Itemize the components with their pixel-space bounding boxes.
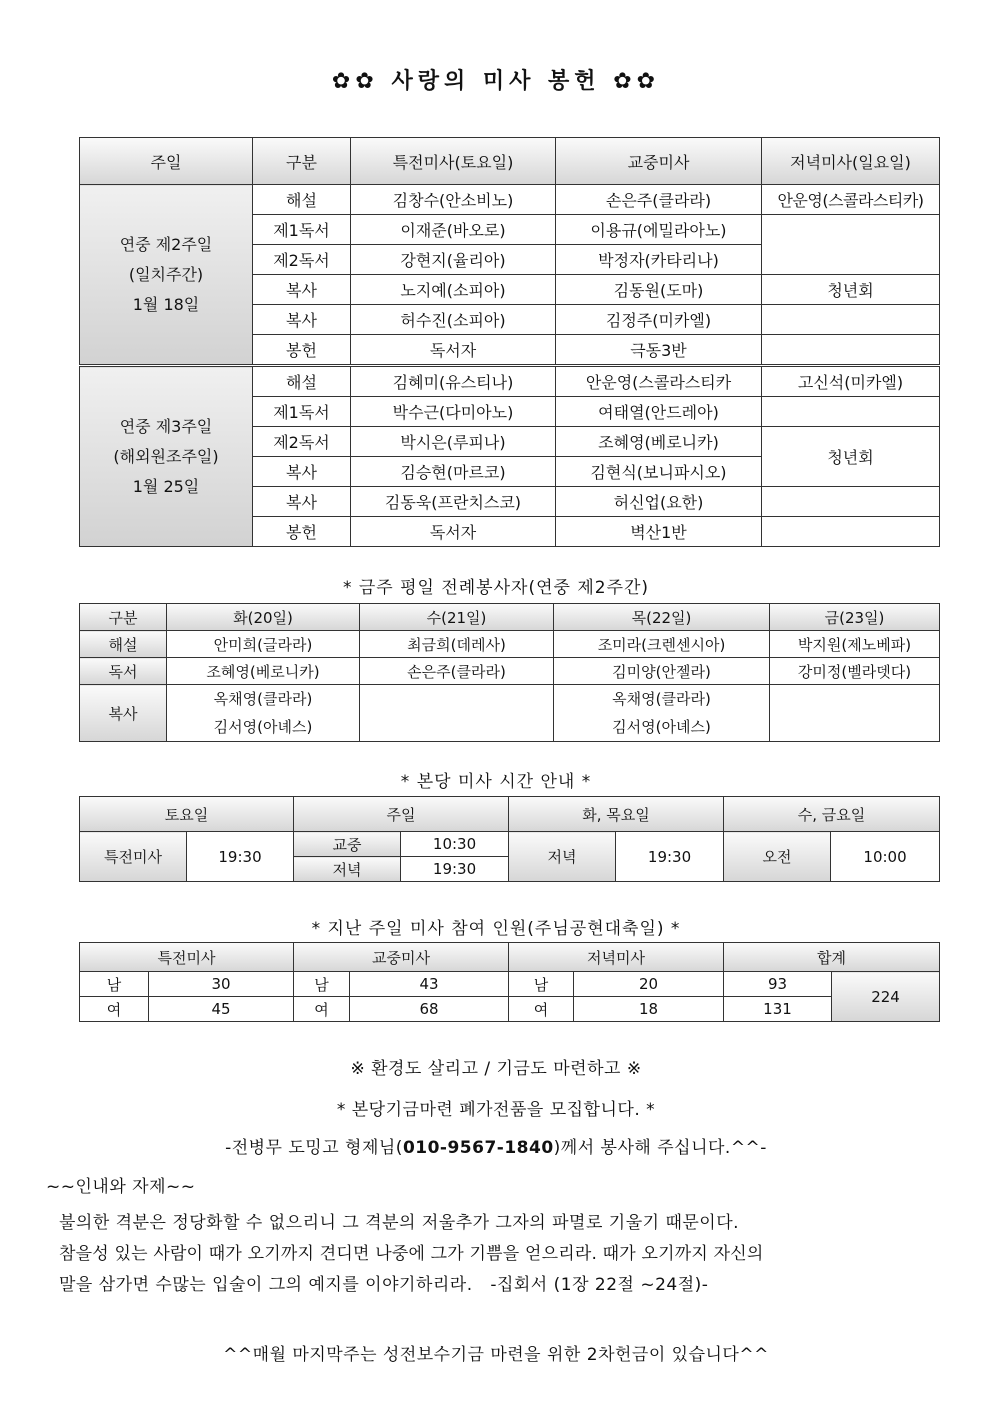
cell: 허신업(요한): [556, 487, 762, 517]
cell: [167, 685, 360, 742]
mass-time: 19:30: [187, 832, 294, 882]
contact-text: )께서 봉사해 주십니다.^^-: [553, 1138, 767, 1158]
cell: 청년회: [762, 275, 940, 305]
gender-label: 여: [80, 997, 149, 1022]
table-header-row: [80, 943, 940, 972]
cell: [762, 397, 940, 427]
cell: 최금희(데레사): [360, 631, 554, 658]
week-label: [80, 185, 253, 366]
cell: 김혜미(유스티나): [351, 366, 556, 397]
week-label: [80, 366, 253, 547]
server-name: 김서영(아녜스): [612, 718, 711, 736]
cell: [762, 335, 940, 366]
role-cell: 복사: [80, 685, 167, 742]
table-row: [80, 366, 940, 397]
gender-label: 남: [509, 972, 574, 997]
cell: 박정자(카타리나): [556, 245, 762, 275]
weekday-ministers-table: [79, 603, 940, 742]
cell: [762, 305, 940, 335]
cell: [554, 685, 770, 742]
header-cell: 수, 금요일: [724, 797, 940, 832]
header-cell: 합계: [724, 943, 940, 972]
cell: 손은주(클라라): [360, 658, 554, 685]
role-cell: 복사: [253, 487, 351, 517]
sum-cell: 131: [724, 997, 832, 1022]
total-cell: 224: [832, 972, 940, 1022]
cell: 강현지(율리아): [351, 245, 556, 275]
week-name: 연중 제3주일: [119, 416, 213, 436]
count-cell: 30: [149, 972, 294, 997]
gender-label: 남: [80, 972, 149, 997]
cell: [762, 487, 940, 517]
server-name: 옥채영(클라라): [612, 690, 711, 708]
role-cell: 해설: [253, 366, 351, 397]
cell: 이재준(바오로): [351, 215, 556, 245]
cell: 조혜영(베로니카): [556, 427, 762, 457]
week-theme: (해외원조주일): [113, 446, 219, 466]
cell: 벽산1반: [556, 517, 762, 547]
cell: 박수근(다미아노): [351, 397, 556, 427]
role-cell: 제1독서: [253, 397, 351, 427]
guide-title: ~~인내와 자제~~: [46, 1177, 196, 1197]
role-cell: 봉헌: [253, 517, 351, 547]
table-row: [80, 185, 940, 215]
cell: [770, 685, 940, 742]
week-date: 1월 18일: [132, 294, 200, 314]
cell: 김미양(안젤라): [554, 658, 770, 685]
cell: [762, 215, 940, 275]
cell: 청년회: [762, 427, 940, 487]
role-cell: 복사: [253, 275, 351, 305]
cell: 안미희(글라라): [167, 631, 360, 658]
mass-name: 저녁: [294, 857, 401, 882]
weekday-heading: * 금주 평일 전례봉사자(연중 제2주간): [342, 578, 650, 598]
count-cell: 45: [149, 997, 294, 1022]
role-cell: 해설: [253, 185, 351, 215]
cell: 김동욱(프란치스코): [351, 487, 556, 517]
cell: 김창수(안소비노): [351, 185, 556, 215]
role-cell: 제2독서: [253, 245, 351, 275]
mass-ministers-table: [79, 137, 940, 547]
cell: 김정주(미카엘): [556, 305, 762, 335]
table-row: [80, 631, 940, 658]
cell: 고신석(미카엘): [762, 366, 940, 397]
cell: 박지원(제노베파): [770, 631, 940, 658]
mass-name: 오전: [724, 832, 831, 882]
cell: 허수진(소피아): [351, 305, 556, 335]
header-cell: 목(22일): [554, 604, 770, 631]
cell: 안운영(스콜라스티카): [762, 185, 940, 215]
table-header-row: [80, 138, 940, 185]
table-row: [80, 685, 940, 742]
header-cell: 저녁미사: [509, 943, 724, 972]
header-cell: 토요일: [80, 797, 294, 832]
table-header-row: [80, 604, 940, 631]
attendance-heading: * 지난 주일 미사 참여 인원(주님공현대축일) *: [311, 919, 681, 939]
scripture-line: 참을성 있는 사람이 때가 오기까지 견디면 나중에 그가 기쁨을 얻으리라. 때가 오기까지 자신의: [59, 1244, 764, 1264]
header-cell: 수(21일): [360, 604, 554, 631]
mass-time: 19:30: [616, 832, 724, 882]
page-title: ✿✿ 사랑의 미사 봉헌 ✿✿: [331, 69, 661, 94]
cell: 김동원(도마): [556, 275, 762, 305]
role-cell: 봉헌: [253, 335, 351, 366]
cell: 조혜영(베로니카): [167, 658, 360, 685]
final-notice: ^^매월 마지막주는 성전보수기금 마련을 위한 2차헌금이 있습니다^^: [223, 1345, 769, 1365]
cell: 박시은(루피나): [351, 427, 556, 457]
server-name: 옥채영(클라라): [213, 690, 313, 708]
role-cell: 해설: [80, 631, 167, 658]
mass-name: 특전미사: [80, 832, 187, 882]
attendance-table: [79, 942, 940, 1022]
table-row: [80, 832, 940, 857]
header-cell: 주일: [80, 138, 253, 185]
cell: 조미라(크렌센시아): [554, 631, 770, 658]
role-cell: 복사: [253, 305, 351, 335]
header-cell: 저녁미사(일요일): [762, 138, 940, 185]
role-cell: 독서: [80, 658, 167, 685]
header-cell: 교중미사: [294, 943, 509, 972]
table-row: [80, 658, 940, 685]
mass-time: 10:00: [831, 832, 940, 882]
role-cell: 제1독서: [253, 215, 351, 245]
cell: 여태열(안드레아): [556, 397, 762, 427]
header-cell: 화(20일): [167, 604, 360, 631]
scripture-line: 말을 삼가면 수많는 입술이 그의 예지를 이야기하리라. -집회서 (1장 22절 ~24절)-: [59, 1275, 709, 1295]
cell: 독서자: [351, 517, 556, 547]
environment-notice: ※ 환경도 살리고 / 기금도 마련하고 ※: [350, 1059, 642, 1079]
count-cell: 43: [350, 972, 509, 997]
header-cell: 특전미사: [80, 943, 294, 972]
contact-notice: [0, 1133, 992, 1158]
cell: [360, 685, 554, 742]
week-name: 연중 제2주일: [119, 234, 213, 254]
scripture-line: 불의한 격분은 정당화할 수 없으리니 그 격분의 저울추가 그자의 파멸로 기울기 때문이다.: [59, 1213, 740, 1233]
mass-time: 10:30: [401, 832, 509, 857]
mass-name: 저녁: [509, 832, 616, 882]
collection-notice: * 본당기금마련 폐가전품을 모집합니다. *: [336, 1100, 656, 1120]
table-row: [80, 972, 940, 997]
header-cell: 구분: [253, 138, 351, 185]
server-name: 김서영(아녜스): [213, 718, 313, 736]
mass-time: 19:30: [401, 857, 509, 882]
week-theme: (일치주간): [128, 264, 204, 284]
cell: 김현식(보니파시오): [556, 457, 762, 487]
header-cell: 주일: [294, 797, 509, 832]
cell: [762, 517, 940, 547]
mass-times-table: [79, 796, 940, 882]
mass-name: 교중: [294, 832, 401, 857]
week-date: 1월 25일: [132, 476, 200, 496]
contact-text: -전병무 도밍고 형제님(: [225, 1138, 403, 1158]
cell: 손은주(클라라): [556, 185, 762, 215]
contact-phone: 010-9567-1840: [402, 1138, 554, 1158]
header-cell: 교중미사: [556, 138, 762, 185]
cell: 극동3반: [556, 335, 762, 366]
cell: 안운영(스콜라스티카: [556, 366, 762, 397]
table-header-row: [80, 797, 940, 832]
header-cell: 금(23일): [770, 604, 940, 631]
cell: 독서자: [351, 335, 556, 366]
gender-label: 남: [294, 972, 350, 997]
sum-cell: 93: [724, 972, 832, 997]
header-cell: 특전미사(토요일): [351, 138, 556, 185]
cell: 김승현(마르코): [351, 457, 556, 487]
table-row: [80, 997, 940, 1022]
cell: 이용규(에밀라아노): [556, 215, 762, 245]
cell: 강미정(벨라뎃다): [770, 658, 940, 685]
role-cell: 복사: [253, 457, 351, 487]
times-heading: * 본당 미사 시간 안내 *: [400, 772, 592, 792]
cell: 노지예(소피아): [351, 275, 556, 305]
header-cell: 화, 목요일: [509, 797, 724, 832]
count-cell: 20: [574, 972, 724, 997]
count-cell: 68: [350, 997, 509, 1022]
role-cell: 제2독서: [253, 427, 351, 457]
gender-label: 여: [294, 997, 350, 1022]
scripture-block: [59, 1208, 949, 1301]
gender-label: 여: [509, 997, 574, 1022]
count-cell: 18: [574, 997, 724, 1022]
header-cell: 구분: [80, 604, 167, 631]
